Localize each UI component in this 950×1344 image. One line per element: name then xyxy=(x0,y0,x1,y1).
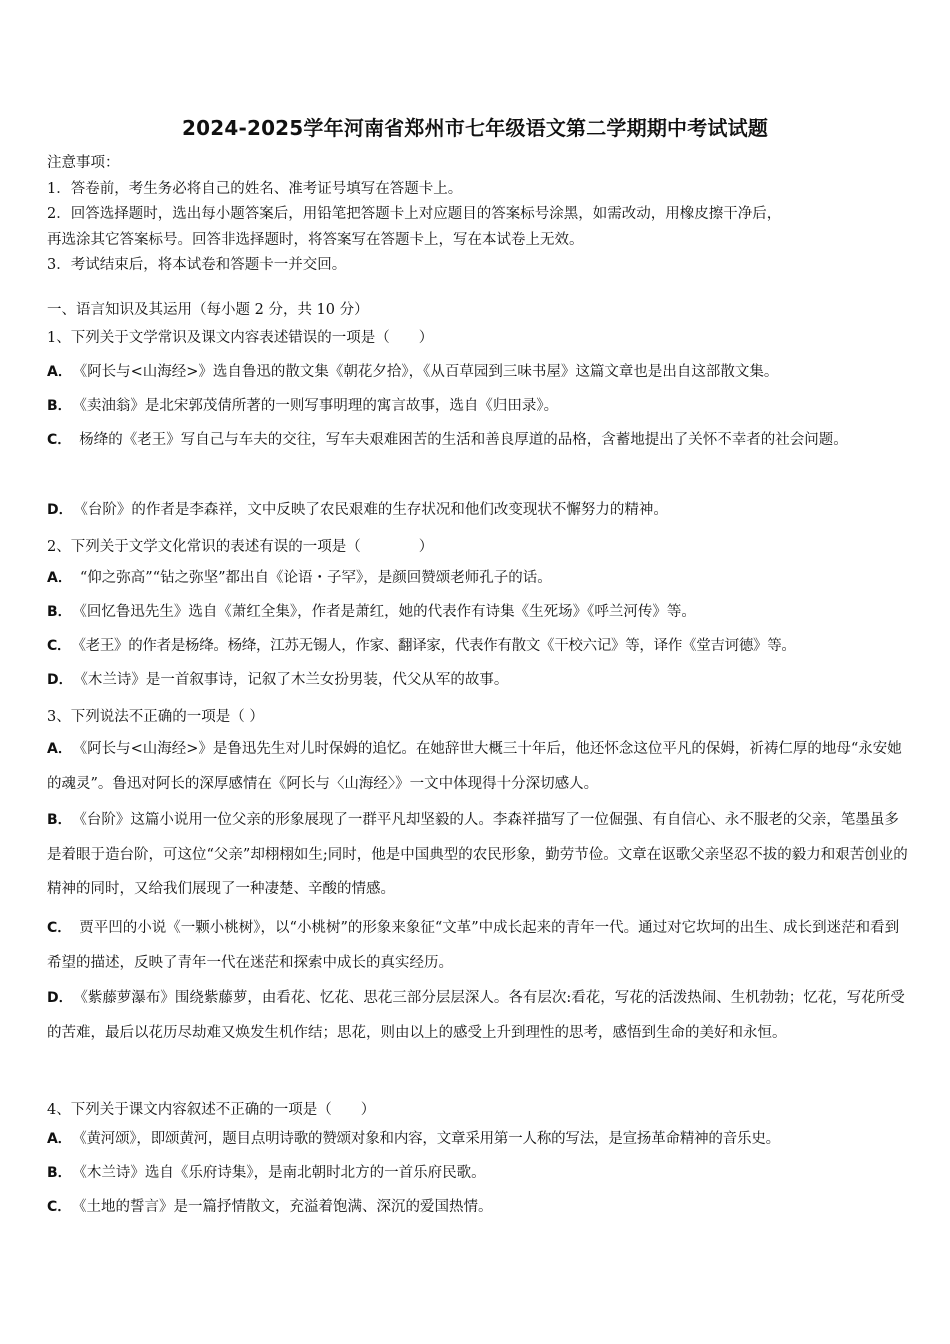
option-label: C． xyxy=(47,432,72,448)
notice-item: 再选涂其它答案标号。回答非选择题时，将答案写在答题卡上，写在本试卷上无效。 xyxy=(47,231,584,248)
option-label: A． xyxy=(47,570,72,586)
option-label: C． xyxy=(47,638,71,654)
notice-item: 1．答卷前，考生务必将自己的姓名、准考证号填写在答题卡上。 xyxy=(47,180,463,197)
option-text: 《台阶》的作者是李森祥，文中反映了农民艰难的生存状况和他们改变现状不懈努力的精神。 xyxy=(80,502,668,518)
option-label: D． xyxy=(47,672,73,688)
question-2-option-a xyxy=(47,561,909,596)
question-1-option-a xyxy=(47,355,909,390)
question-4-option-c xyxy=(47,1190,909,1225)
question-4-option-a xyxy=(47,1122,909,1157)
option-label: B． xyxy=(47,812,72,828)
option-text: 《老王》的作者是杨绛。杨绛，江苏无锡人，作家、翻译家，代表作有散文《干校六记》等，译作《堂吉诃德》等。 xyxy=(78,638,796,654)
option-text: 《卖油翁》是北宋郭茂倩所著的一则写事明理的寓言故事，选自《归田录》。 xyxy=(79,398,559,414)
section-heading: 一、语言知识及其运用（每小题 2 分，共 10 分） xyxy=(47,302,369,318)
question-1-option-c xyxy=(47,423,909,458)
question-3-stem: 3、下列说法不正确的一项是（ ） xyxy=(47,709,264,725)
question-1-option-d xyxy=(47,493,909,528)
option-label: C． xyxy=(47,1199,72,1215)
option-text: 《木兰诗》选自《乐府诗集》，是南北朝时北方的一首乐府民歌。 xyxy=(79,1165,486,1181)
option-text: “仰之弥高”“钻之弥坚”都出自《论语・子罕》，是颜回赞颂老师孔子的话。 xyxy=(79,570,552,586)
notice-block xyxy=(47,151,907,279)
notice-heading: 注意事项： xyxy=(47,155,120,171)
question-3-option-c xyxy=(47,911,909,980)
question-2-option-d xyxy=(47,663,909,698)
question-4-stem: 4、下列关于课文内容叙述不正确的一项是（ ） xyxy=(47,1102,376,1118)
question-3-option-b xyxy=(47,803,909,907)
option-label: B． xyxy=(47,604,72,620)
option-text: 《阿长与<山海经>》选自鲁迅的散文集《朝花夕拾》，《从百草园到三味书屋》这篇文章也是出自这部散文集。 xyxy=(79,364,779,380)
option-text: 《木兰诗》是一首叙事诗，记叙了木兰女扮男装，代父从军的故事。 xyxy=(80,672,509,688)
option-text: 《阿长与<山海经>》是鲁迅先生对儿时保姆的追忆。在她辞世大概三十年后，他还怀念这位平凡的保姆，祈祷仁厚的地母“永安她的魂灵”。鲁迅对阿长的深厚感情在《阿长与〈山海经〉》一文中体现得十分深切感人。 xyxy=(47,741,902,792)
option-text: 《土地的誓言》是一篇抒情散文，充溢着饱满、深沉的爱国热情。 xyxy=(79,1199,493,1215)
question-2-stem: 2、下列关于文学文化常识的表述有误的一项是（ ） xyxy=(47,539,434,555)
option-text: 《黄河颂》，即颂黄河，题目点明诗歌的赞颂对象和内容，文章采用第一人称的写法，是宣扬革命精神的音乐史。 xyxy=(79,1131,780,1147)
question-4-option-b xyxy=(47,1156,909,1191)
option-label: C． xyxy=(47,920,72,936)
question-1-option-b xyxy=(47,389,909,424)
question-2-option-b xyxy=(47,595,909,630)
option-text: 贾平凹的小说《一颗小桃树》，以“小桃树”的形象来象征“文革”中成长起来的青年一代。通过对它坎坷的出生、成长到迷茫和看到希望的描述，反映了青年一代在迷茫和探索中成长的真实经历。 xyxy=(47,920,900,971)
question-1-stem: 1、下列关于文学常识及课文内容表述错误的一项是（ ） xyxy=(47,330,434,346)
option-label: A． xyxy=(47,741,72,757)
option-text: 《台阶》这篇小说用一位父亲的形象展现了一群平凡却坚毅的人。李森祥描写了一位倔强、有自信心、永不服老的父亲，笔墨虽多是着眼于造台阶，可这位“父亲”却栩栩如生;同时，他是中国典型的农民形象，勤劳节俭。文章在讴歌父亲坚忍不拔的毅力和艰苦创业的精神的同时，又给我们展现了一种凄楚、辛酸的情感。 xyxy=(47,812,908,897)
option-text: 杨绛的《老王》写自己与车夫的交往，写车夫艰难困苦的生活和善良厚道的品格，含蓄地提出了关怀不幸者的社会问题。 xyxy=(79,432,848,448)
option-text: 《紫藤萝瀑布》围绕紫藤萝，由看花、忆花、思花三部分层层深人。各有层次:看花，写花的活泼热闹、生机勃勃；忆花，写花所受的苦难，最后以花历尽劫难又焕发生机作结；思花，则由以上的感受上升到理性的思考，感悟到生命的美好和永恒。 xyxy=(47,990,905,1041)
exam-title: 2024-2025学年河南省郑州市七年级语文第二学期期中考试试题 xyxy=(181,116,769,140)
option-label: A． xyxy=(47,364,72,380)
option-label: D． xyxy=(47,990,73,1006)
question-3-option-a xyxy=(47,732,909,801)
question-2-option-c xyxy=(47,629,909,664)
notice-item: 2．回答选择题时，选出每小题答案后，用铅笔把答题卡上对应题目的答案标号涂黑，如需改动，用橡皮擦干净后， xyxy=(47,206,782,222)
option-label: A． xyxy=(47,1131,72,1147)
option-text: 《回忆鲁迅先生》选自《萧红全集》，作者是萧红，她的代表作有诗集《生死场》《呼兰河传》等。 xyxy=(79,604,696,620)
option-label: D． xyxy=(47,502,73,518)
option-label: B． xyxy=(47,1165,72,1181)
notice-item: 3．考试结束后，将本试卷和答题卡一并交回。 xyxy=(47,257,347,273)
option-label: B． xyxy=(47,398,72,414)
question-3-option-d xyxy=(47,981,909,1050)
